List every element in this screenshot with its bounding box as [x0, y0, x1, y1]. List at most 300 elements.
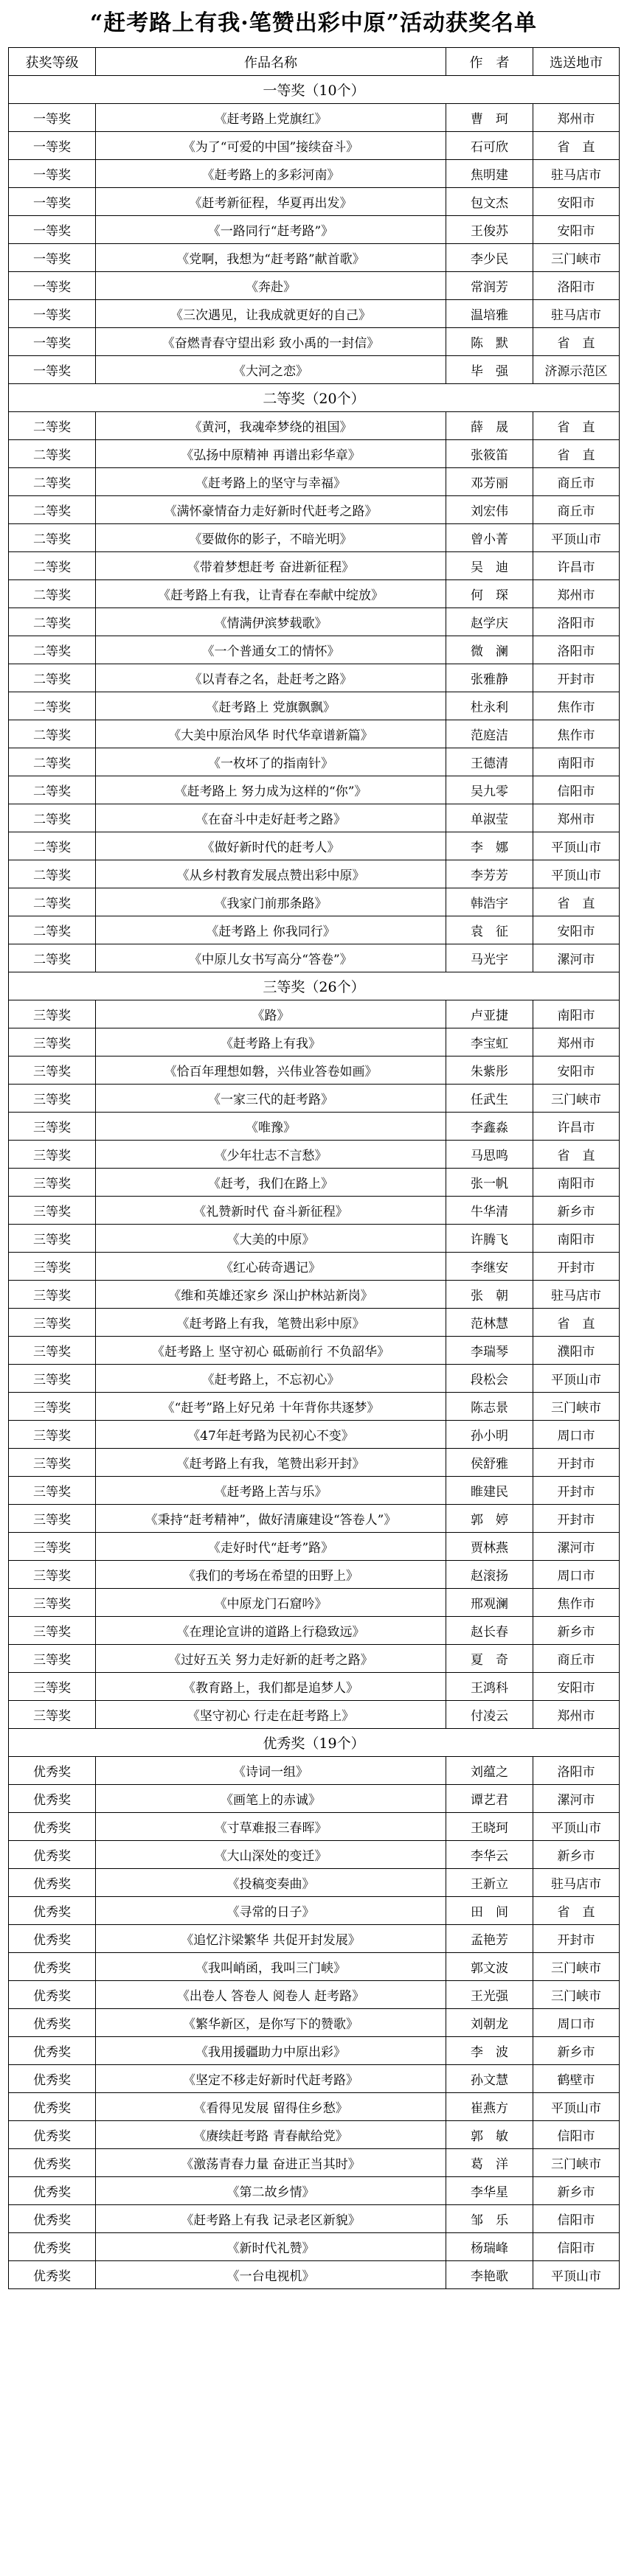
- work-title-cell: 《奋燃青春守望出彩 致小禹的一封信》: [96, 328, 446, 356]
- award-level-cell: 优秀奖: [9, 1981, 96, 2009]
- table-row: [9, 1673, 620, 1701]
- work-title-cell: 《赶考，我们在路上》: [96, 1169, 446, 1197]
- city-cell: 洛阳市: [533, 636, 620, 664]
- author-cell: 张筱笛: [446, 440, 533, 468]
- city-cell: 南阳市: [533, 1000, 620, 1028]
- author-cell: 葛 洋: [446, 2149, 533, 2177]
- award-level-cell: 三等奖: [9, 1225, 96, 1253]
- author-cell: 李宝虹: [446, 1028, 533, 1056]
- city-cell: 洛阳市: [533, 1757, 620, 1785]
- city-cell: 省 直: [533, 328, 620, 356]
- author-cell: 曹 珂: [446, 104, 533, 132]
- author-cell: 杜永利: [446, 692, 533, 720]
- award-level-cell: 三等奖: [9, 1000, 96, 1028]
- section-label: 二等奖（20个）: [9, 384, 620, 412]
- author-cell: 张雅静: [446, 664, 533, 692]
- author-cell: 陈志景: [446, 1393, 533, 1421]
- work-title-cell: 《赶考新征程，华夏再出发》: [96, 188, 446, 216]
- award-level-cell: 二等奖: [9, 608, 96, 636]
- city-cell: 三门峡市: [533, 2149, 620, 2177]
- work-title-cell: 《要做你的影子，不暗光明》: [96, 524, 446, 552]
- city-cell: 信阳市: [533, 2205, 620, 2233]
- work-title-cell: 《赶考路上有我》: [96, 1028, 446, 1056]
- author-cell: 王鸿科: [446, 1673, 533, 1701]
- author-cell: 微 澜: [446, 636, 533, 664]
- award-level-cell: 三等奖: [9, 1253, 96, 1281]
- table-row: [9, 552, 620, 580]
- work-title-cell: 《为了“可爱的中国”接续奋斗》: [96, 132, 446, 160]
- work-title-cell: 《情满伊滨梦载歌》: [96, 608, 446, 636]
- table-row: [9, 1981, 620, 2009]
- author-cell: 包文杰: [446, 188, 533, 216]
- table-row: [9, 104, 620, 132]
- work-title-cell: 《以青春之名，赴赶考之路》: [96, 664, 446, 692]
- table-row: [9, 1757, 620, 1785]
- award-level-cell: 三等奖: [9, 1056, 96, 1085]
- city-cell: 郑州市: [533, 1028, 620, 1056]
- table-row: [9, 1197, 620, 1225]
- city-cell: 鹤壁市: [533, 2065, 620, 2093]
- city-cell: 平顶山市: [533, 2261, 620, 2289]
- author-cell: 吴九零: [446, 776, 533, 804]
- table-row: [9, 1449, 620, 1477]
- table-row: [9, 944, 620, 972]
- author-cell: 李 波: [446, 2037, 533, 2065]
- work-title-cell: 《坚守初心 行走在赶考路上》: [96, 1701, 446, 1729]
- work-title-cell: 《大美中原治风华 时代华章谱新篇》: [96, 720, 446, 748]
- work-title-cell: 《三次遇见，让我成就更好的自己》: [96, 300, 446, 328]
- city-cell: 济源示范区: [533, 356, 620, 384]
- work-title-cell: 《繁华新区，是你写下的赞歌》: [96, 2009, 446, 2037]
- work-title-cell: 《赶考路上 坚守初心 砥砺前行 不负韶华》: [96, 1337, 446, 1365]
- author-cell: 郭 婷: [446, 1505, 533, 1533]
- work-title-cell: 《一家三代的赶考路》: [96, 1085, 446, 1113]
- city-cell: 平顶山市: [533, 860, 620, 888]
- award-level-cell: 一等奖: [9, 188, 96, 216]
- award-level-cell: 三等奖: [9, 1393, 96, 1421]
- table-row: [9, 2065, 620, 2093]
- award-level-cell: 三等奖: [9, 1701, 96, 1729]
- award-level-cell: 三等奖: [9, 1365, 96, 1393]
- city-cell: 安阳市: [533, 216, 620, 244]
- header-city: 选送地市: [533, 48, 620, 76]
- city-cell: 三门峡市: [533, 1981, 620, 2009]
- author-cell: 李 娜: [446, 832, 533, 860]
- award-level-cell: 二等奖: [9, 412, 96, 440]
- table-row: [9, 1505, 620, 1533]
- award-level-cell: 三等奖: [9, 1421, 96, 1449]
- city-cell: 驻马店市: [533, 300, 620, 328]
- city-cell: 濮阳市: [533, 1337, 620, 1365]
- table-row: [9, 1028, 620, 1056]
- author-cell: 李华云: [446, 1841, 533, 1869]
- work-title-cell: 《大美的中原》: [96, 1225, 446, 1253]
- author-cell: 李华星: [446, 2177, 533, 2205]
- table-row: [9, 1869, 620, 1897]
- award-level-cell: 三等奖: [9, 1028, 96, 1056]
- work-title-cell: 《带着梦想赶考 奋进新征程》: [96, 552, 446, 580]
- award-level-cell: 三等奖: [9, 1449, 96, 1477]
- award-level-cell: 三等奖: [9, 1477, 96, 1505]
- table-row: [9, 1141, 620, 1169]
- award-level-cell: 优秀奖: [9, 1925, 96, 1953]
- table-row: [9, 1000, 620, 1028]
- city-cell: 驻马店市: [533, 160, 620, 188]
- page-title: “赶考路上有我·笔赞出彩中原”活动获奖名单: [90, 10, 537, 36]
- award-level-cell: 一等奖: [9, 104, 96, 132]
- city-cell: 漯河市: [533, 944, 620, 972]
- table-row: [9, 300, 620, 328]
- city-cell: 驻马店市: [533, 1869, 620, 1897]
- author-cell: 任武生: [446, 1085, 533, 1113]
- award-table-body: [9, 48, 620, 2289]
- city-cell: 新乡市: [533, 1617, 620, 1645]
- section-label: 一等奖（10个）: [9, 76, 620, 104]
- award-level-cell: 一等奖: [9, 328, 96, 356]
- work-title-cell: 《满怀豪情奋力走好新时代赶考之路》: [96, 496, 446, 524]
- table-row: [9, 888, 620, 916]
- city-cell: 漯河市: [533, 1785, 620, 1813]
- header-author: 作 者: [446, 48, 533, 76]
- work-title-cell: 《教育路上，我们都是追梦人》: [96, 1673, 446, 1701]
- award-level-cell: 优秀奖: [9, 2121, 96, 2149]
- city-cell: 三门峡市: [533, 244, 620, 272]
- table-row: [9, 2261, 620, 2289]
- work-title-cell: 《党啊，我想为“赶考路”献首歌》: [96, 244, 446, 272]
- table-row: [9, 2093, 620, 2121]
- work-title-cell: 《礼赞新时代 奋斗新征程》: [96, 1197, 446, 1225]
- table-row: [9, 2205, 620, 2233]
- table-row: [9, 244, 620, 272]
- author-cell: 李艳歌: [446, 2261, 533, 2289]
- table-row: [9, 1897, 620, 1925]
- header-award-level: 获奖等级: [9, 48, 96, 76]
- table-row: [9, 1421, 620, 1449]
- table-row: [9, 748, 620, 776]
- award-level-cell: 优秀奖: [9, 1757, 96, 1785]
- award-level-cell: 三等奖: [9, 1281, 96, 1309]
- author-cell: 韩浩宇: [446, 888, 533, 916]
- author-cell: 马光宇: [446, 944, 533, 972]
- work-title-cell: 《赶考路上的多彩河南》: [96, 160, 446, 188]
- city-cell: 信阳市: [533, 776, 620, 804]
- city-cell: 省 直: [533, 1141, 620, 1169]
- author-cell: 薛 晟: [446, 412, 533, 440]
- work-title-cell: 《过好五关 努力走好新的赶考之路》: [96, 1645, 446, 1673]
- work-title-cell: 《画笔上的赤诚》: [96, 1785, 446, 1813]
- award-level-cell: 二等奖: [9, 944, 96, 972]
- table-row: [9, 1701, 620, 1729]
- award-level-cell: 二等奖: [9, 496, 96, 524]
- section-label: 三等奖（26个）: [9, 972, 620, 1000]
- city-cell: 安阳市: [533, 1056, 620, 1085]
- award-level-cell: 三等奖: [9, 1533, 96, 1561]
- award-level-cell: 二等奖: [9, 636, 96, 664]
- table-row: [9, 2121, 620, 2149]
- city-cell: 漯河市: [533, 1533, 620, 1561]
- table-row: [9, 2177, 620, 2205]
- award-level-cell: 二等奖: [9, 832, 96, 860]
- author-cell: 温培雅: [446, 300, 533, 328]
- author-cell: 邢观澜: [446, 1589, 533, 1617]
- author-cell: 王光强: [446, 1981, 533, 2009]
- city-cell: 郑州市: [533, 580, 620, 608]
- section-header-row: [9, 1729, 620, 1757]
- table-row: [9, 1225, 620, 1253]
- city-cell: 许昌市: [533, 1113, 620, 1141]
- table-row: [9, 664, 620, 692]
- table-row: [9, 1169, 620, 1197]
- section-header-row: [9, 76, 620, 104]
- table-row: [9, 1056, 620, 1085]
- work-title-cell: 《看得见发展 留得住乡愁》: [96, 2093, 446, 2121]
- work-title-cell: 《赶考路上 努力成为这样的“你”》: [96, 776, 446, 804]
- work-title-cell: 《恰百年理想如磐，兴伟业答卷如画》: [96, 1056, 446, 1085]
- table-row: [9, 608, 620, 636]
- award-level-cell: 二等奖: [9, 580, 96, 608]
- table-row: [9, 1617, 620, 1645]
- work-title-cell: 《坚定不移走好新时代赶考路》: [96, 2065, 446, 2093]
- award-level-cell: 优秀奖: [9, 2233, 96, 2261]
- city-cell: 开封市: [533, 1505, 620, 1533]
- work-title-cell: 《我们的考场在希望的田野上》: [96, 1561, 446, 1589]
- author-cell: 邓芳丽: [446, 468, 533, 496]
- award-level-cell: 优秀奖: [9, 2149, 96, 2177]
- award-level-cell: 二等奖: [9, 440, 96, 468]
- award-table: [8, 47, 620, 2289]
- work-title-cell: 《赶考路上 你我同行》: [96, 916, 446, 944]
- city-cell: 周口市: [533, 2009, 620, 2037]
- table-row: [9, 1589, 620, 1617]
- table-row: [9, 720, 620, 748]
- table-row: [9, 412, 620, 440]
- award-level-cell: 三等奖: [9, 1113, 96, 1141]
- award-level-cell: 一等奖: [9, 300, 96, 328]
- author-cell: 李鑫淼: [446, 1113, 533, 1141]
- author-cell: 张 朝: [446, 1281, 533, 1309]
- table-row: [9, 2233, 620, 2261]
- award-level-cell: 优秀奖: [9, 2037, 96, 2065]
- table-row: [9, 1113, 620, 1141]
- author-cell: 夏 奇: [446, 1645, 533, 1673]
- author-cell: 王德清: [446, 748, 533, 776]
- table-header-row: [9, 48, 620, 76]
- city-cell: 新乡市: [533, 1841, 620, 1869]
- city-cell: 省 直: [533, 132, 620, 160]
- section-header-row: [9, 972, 620, 1000]
- author-cell: 范林慧: [446, 1309, 533, 1337]
- award-level-cell: 三等奖: [9, 1561, 96, 1589]
- city-cell: 新乡市: [533, 1197, 620, 1225]
- author-cell: 刘宏伟: [446, 496, 533, 524]
- city-cell: 商丘市: [533, 468, 620, 496]
- work-title-cell: 《路》: [96, 1000, 446, 1028]
- award-level-cell: 三等奖: [9, 1169, 96, 1197]
- award-level-cell: 优秀奖: [9, 2261, 96, 2289]
- city-cell: 许昌市: [533, 552, 620, 580]
- work-title-cell: 《维和英雄还家乡 深山护林站新岗》: [96, 1281, 446, 1309]
- table-row: [9, 1841, 620, 1869]
- work-title-cell: 《弘扬中原精神 再谱出彩华章》: [96, 440, 446, 468]
- author-cell: 赵滚扬: [446, 1561, 533, 1589]
- work-title-cell: 《中原儿女书写高分“答卷”》: [96, 944, 446, 972]
- section-label: 优秀奖（19个）: [9, 1729, 620, 1757]
- author-cell: 袁 征: [446, 916, 533, 944]
- award-level-cell: 优秀奖: [9, 1869, 96, 1897]
- award-level-cell: 一等奖: [9, 272, 96, 300]
- author-cell: 赵长春: [446, 1617, 533, 1645]
- award-level-cell: 优秀奖: [9, 1813, 96, 1841]
- city-cell: 开封市: [533, 1253, 620, 1281]
- city-cell: 商丘市: [533, 1645, 620, 1673]
- table-row: [9, 1813, 620, 1841]
- city-cell: 省 直: [533, 412, 620, 440]
- table-row: [9, 2009, 620, 2037]
- work-title-cell: 《诗词一组》: [96, 1757, 446, 1785]
- author-cell: 吴 迪: [446, 552, 533, 580]
- work-title-cell: 《秉持“赶考精神”，做好清廉建设“答卷人”》: [96, 1505, 446, 1533]
- city-cell: 洛阳市: [533, 608, 620, 636]
- work-title-cell: 《中原龙门石窟吟》: [96, 1589, 446, 1617]
- table-row: [9, 1281, 620, 1309]
- award-level-cell: 二等奖: [9, 804, 96, 832]
- city-cell: 安阳市: [533, 1673, 620, 1701]
- author-cell: 刘朝龙: [446, 2009, 533, 2037]
- work-title-cell: 《出卷人 答卷人 阅卷人 赶考路》: [96, 1981, 446, 2009]
- table-row: [9, 776, 620, 804]
- city-cell: 商丘市: [533, 496, 620, 524]
- award-level-cell: 优秀奖: [9, 2177, 96, 2205]
- table-row: [9, 580, 620, 608]
- author-cell: 侯舒雅: [446, 1449, 533, 1477]
- work-title-cell: 《赶考路上苦与乐》: [96, 1477, 446, 1505]
- city-cell: 周口市: [533, 1421, 620, 1449]
- work-title-cell: 《追忆汴梁繁华 共促开封发展》: [96, 1925, 446, 1953]
- city-cell: 焦作市: [533, 692, 620, 720]
- table-row: [9, 636, 620, 664]
- award-level-cell: 三等奖: [9, 1141, 96, 1169]
- award-level-cell: 一等奖: [9, 132, 96, 160]
- author-cell: 王晓珂: [446, 1813, 533, 1841]
- award-level-cell: 优秀奖: [9, 2205, 96, 2233]
- city-cell: 南阳市: [533, 1169, 620, 1197]
- award-level-cell: 一等奖: [9, 356, 96, 384]
- work-title-cell: 《一台电视机》: [96, 2261, 446, 2289]
- author-cell: 睢建民: [446, 1477, 533, 1505]
- work-title-cell: 《我叫峭函，我叫三门峡》: [96, 1953, 446, 1981]
- author-cell: 曾小菁: [446, 524, 533, 552]
- city-cell: 洛阳市: [533, 272, 620, 300]
- award-level-cell: 三等奖: [9, 1645, 96, 1673]
- work-title-cell: 《在理论宣讲的道路上行稳致远》: [96, 1617, 446, 1645]
- city-cell: 驻马店市: [533, 1281, 620, 1309]
- award-level-cell: 二等奖: [9, 916, 96, 944]
- author-cell: 谭艺君: [446, 1785, 533, 1813]
- award-level-cell: 三等奖: [9, 1589, 96, 1617]
- work-title-cell: 《寸草难报三春晖》: [96, 1813, 446, 1841]
- work-title-cell: 《我家门前那条路》: [96, 888, 446, 916]
- table-row: [9, 1309, 620, 1337]
- table-row: [9, 1645, 620, 1673]
- award-level-cell: 二等奖: [9, 552, 96, 580]
- award-level-cell: 三等奖: [9, 1505, 96, 1533]
- author-cell: 崔燕方: [446, 2093, 533, 2121]
- author-cell: 常润芳: [446, 272, 533, 300]
- author-cell: 孙小明: [446, 1421, 533, 1449]
- table-row: [9, 188, 620, 216]
- author-cell: 贾林燕: [446, 1533, 533, 1561]
- author-cell: 张一帆: [446, 1169, 533, 1197]
- work-title-cell: 《赶考路上有我，让青春在奉献中绽放》: [96, 580, 446, 608]
- award-level-cell: 二等奖: [9, 692, 96, 720]
- city-cell: 三门峡市: [533, 1393, 620, 1421]
- author-cell: 李少民: [446, 244, 533, 272]
- work-title-cell: 《我用援疆助力中原出彩》: [96, 2037, 446, 2065]
- city-cell: 焦作市: [533, 720, 620, 748]
- work-title-cell: 《47年赶考路为民初心不变》: [96, 1421, 446, 1449]
- table-row: [9, 440, 620, 468]
- author-cell: 焦明建: [446, 160, 533, 188]
- city-cell: 安阳市: [533, 188, 620, 216]
- award-level-cell: 二等奖: [9, 776, 96, 804]
- author-cell: 郭文波: [446, 1953, 533, 1981]
- author-cell: 毕 强: [446, 356, 533, 384]
- table-row: [9, 1477, 620, 1505]
- author-cell: 田 间: [446, 1897, 533, 1925]
- work-title-cell: 《少年壮志不言愁》: [96, 1141, 446, 1169]
- author-cell: 付凌云: [446, 1701, 533, 1729]
- award-level-cell: 三等奖: [9, 1085, 96, 1113]
- author-cell: 牛华清: [446, 1197, 533, 1225]
- city-cell: 南阳市: [533, 748, 620, 776]
- work-title-cell: 《从乡村教育发展点赞出彩中原》: [96, 860, 446, 888]
- award-level-cell: 二等奖: [9, 720, 96, 748]
- city-cell: 新乡市: [533, 2177, 620, 2205]
- award-level-cell: 优秀奖: [9, 1897, 96, 1925]
- work-title-cell: 《赶考路上党旗红》: [96, 104, 446, 132]
- work-title-cell: 《大山深处的变迁》: [96, 1841, 446, 1869]
- work-title-cell: 《在奋斗中走好赶考之路》: [96, 804, 446, 832]
- work-title-cell: 《赓续赶考路 青春献给党》: [96, 2121, 446, 2149]
- award-level-cell: 优秀奖: [9, 1953, 96, 1981]
- author-cell: 孟艳芳: [446, 1925, 533, 1953]
- table-row: [9, 328, 620, 356]
- table-row: [9, 1253, 620, 1281]
- table-row: [9, 468, 620, 496]
- author-cell: 李继安: [446, 1253, 533, 1281]
- table-row: [9, 1393, 620, 1421]
- city-cell: 平顶山市: [533, 1365, 620, 1393]
- author-cell: 范庭洁: [446, 720, 533, 748]
- city-cell: 开封市: [533, 1925, 620, 1953]
- work-title-cell: 《做好新时代的赶考人》: [96, 832, 446, 860]
- award-level-cell: 优秀奖: [9, 2093, 96, 2121]
- table-row: [9, 132, 620, 160]
- city-cell: 平顶山市: [533, 832, 620, 860]
- city-cell: 郑州市: [533, 804, 620, 832]
- header-work-title: 作品名称: [96, 48, 446, 76]
- work-title-cell: 《走好时代“赶考”路》: [96, 1533, 446, 1561]
- author-cell: 卢亚捷: [446, 1000, 533, 1028]
- city-cell: 平顶山市: [533, 2093, 620, 2121]
- work-title-cell: 《黄河，我魂牵梦绕的祖国》: [96, 412, 446, 440]
- author-cell: 陈 默: [446, 328, 533, 356]
- award-level-cell: 二等奖: [9, 748, 96, 776]
- work-title-cell: 《赶考路上 党旗飘飘》: [96, 692, 446, 720]
- city-cell: 省 直: [533, 1897, 620, 1925]
- table-row: [9, 804, 620, 832]
- work-title-cell: 《赶考路上有我，笔赞出彩中原》: [96, 1309, 446, 1337]
